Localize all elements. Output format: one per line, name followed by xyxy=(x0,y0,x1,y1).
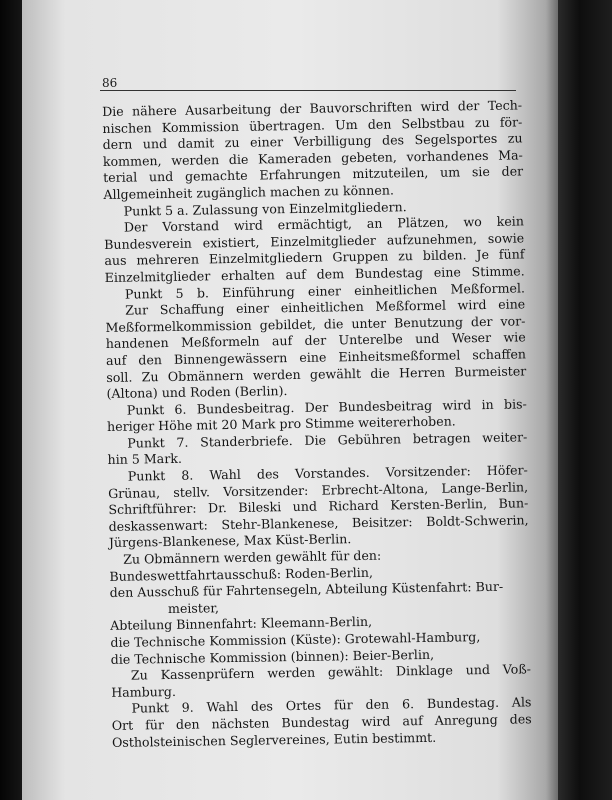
text-line: nischen Kommission übertragen. Um den Selbstbau zu för- xyxy=(102,113,523,136)
text-line: Grünau, stellv. Vorsitzender: Erbrecht-Altona, Lange-Berlin, xyxy=(107,479,529,501)
text-line: Bundesverein existiert, Einzelmitglieder aufzunehmen, sowie xyxy=(104,230,525,252)
book-edge-shadow xyxy=(558,0,612,800)
text-line: meister, xyxy=(167,600,220,616)
text-line: die Technische Kommission (Küste): Grotewahl-Hamburg, xyxy=(110,629,481,650)
page-number: 86 xyxy=(102,76,118,90)
text-line: Der Vorstand wird ermächtigt, an Plätzen, wo kein xyxy=(123,213,525,235)
text-line: auf den Binnengewässern eine Einheitsmeßformel schaffen xyxy=(105,346,527,368)
text-line: Allgemeinheit zugänglich machen zu können. xyxy=(103,182,395,202)
text-line: Punkt 6. Bundesbeitrag. Der Bundesbeitrag wird in bis- xyxy=(126,396,527,418)
text-line: soll. Zu Obmännern werden gewählt die Herren Burmeister xyxy=(106,362,527,385)
text-line: die Technische Kommission (binnen): Beier-Berlin, xyxy=(110,646,435,667)
text-line: Jürgens-Blankenese, Max Küst-Berlin. xyxy=(108,531,352,551)
text-line: handenen Meßformeln auf der Unterelbe und Weser wie xyxy=(105,329,526,352)
text-line: terial und gemachte Erfahrungen mitzuteilen, um sie der xyxy=(103,163,524,186)
text-line: Punkt 8. Wahl des Vorstandes. Vorsitzender: Höfer- xyxy=(127,462,528,484)
text-line: Zu Obmännern werden gewählt für den: xyxy=(123,547,382,567)
text-line: dern und damit zu einer Verbilligung des Segelsportes zu xyxy=(102,130,523,153)
text-line: Zur Schaffung einer einheitlichen Meßformel wird eine xyxy=(125,296,526,318)
body-text xyxy=(102,97,532,751)
text-line: Einzelmitglieder erhalten auf dem Bundestag eine Stimme. xyxy=(104,263,525,285)
text-line: Bundeswettfahrtausschuß: Roden-Berlin, xyxy=(109,564,374,584)
text-line: Ostholsteinischen Seglervereines, Eutin bestimmt. xyxy=(111,729,437,750)
text-line: deskassenwart: Stehr-Blankenese, Beisitzer: Boldt-Schwerin, xyxy=(108,512,529,534)
text-line: Meßformelkommission gebildet, die unter Benutzung der vor- xyxy=(105,313,526,335)
text-line: Hamburg. xyxy=(111,683,177,700)
text-line: Punkt 5 a. Zulassung von Einzelmitgliedern. xyxy=(123,198,407,219)
text-line: Schriftführer: Dr. Bileski und Richard Kersten-Berlin, Bun- xyxy=(108,495,529,518)
text-line: Abteilung Binnenfahrt: Kleemann-Berlin, xyxy=(110,614,373,634)
text-line: kommen, werden die Kameraden gebeten, vorhandenes Ma- xyxy=(102,147,523,169)
text-line: hin 5 Mark. xyxy=(107,451,183,468)
text-line: Die nähere Ausarbeitung der Bauvorschriften wird der Tech- xyxy=(102,97,523,119)
text-line: den Ausschuß für Fahrtensegeln, Abteilung Küstenfahrt: Bur- xyxy=(109,578,504,601)
text-line: Punkt 7. Standerbriefe. Die Gebühren betragen weiter- xyxy=(127,429,528,451)
text-line: heriger Höhe mit 20 Mark pro Stimme weitererhoben. xyxy=(106,413,456,435)
text-line: Punkt 9. Wahl des Ortes für den 6. Bundestag. Als xyxy=(131,694,532,716)
text-line: Ort für den nächsten Bundestag wird auf Anregung des xyxy=(111,711,532,733)
header-rule xyxy=(100,90,516,91)
text-line: Zu Kassenprüfern werden gewählt: Dinklage und Voß- xyxy=(130,661,532,683)
text-line: Punkt 5 b. Einführung einer einheitlichen Meßformel. xyxy=(124,279,526,302)
text-line: aus mehreren Einzelmitgliedern Gruppen zu bilden. Je fünf xyxy=(104,246,525,269)
text-line: (Altona) und Roden (Berlin). xyxy=(106,383,288,402)
